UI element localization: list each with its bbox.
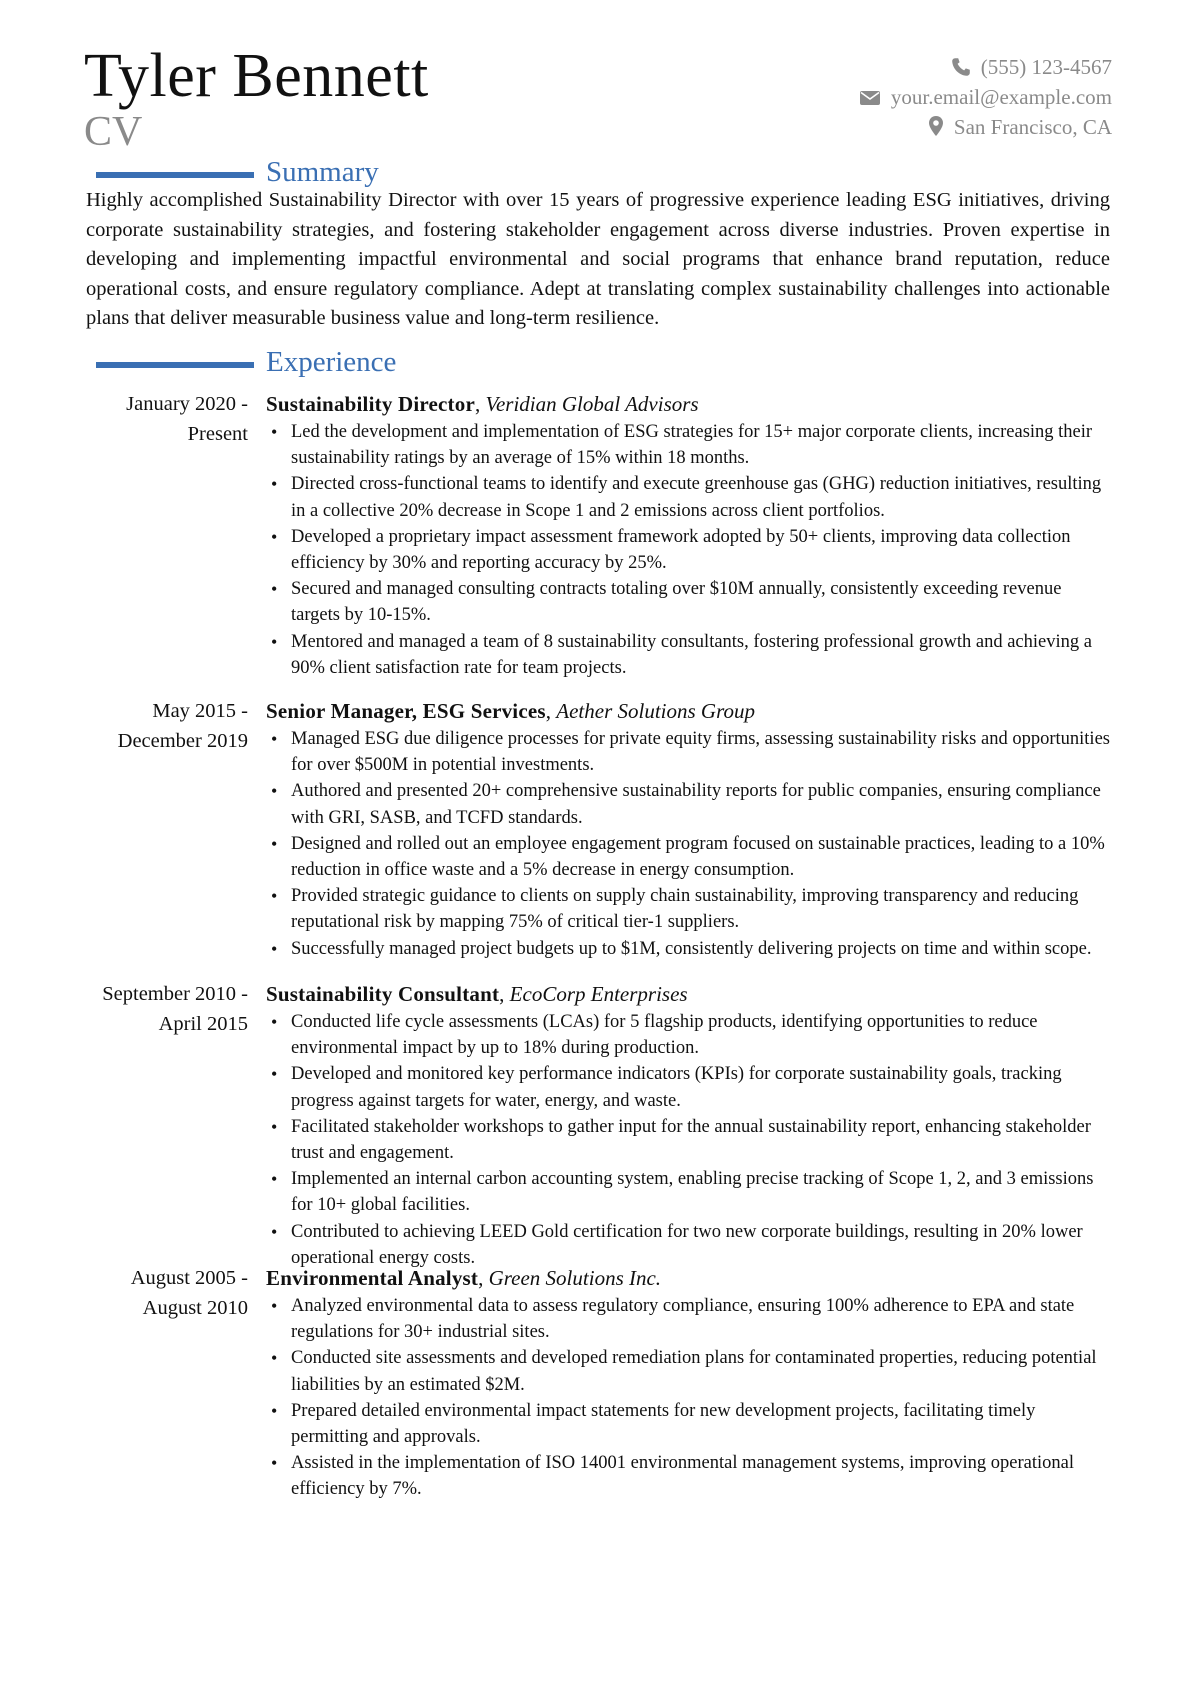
map-marker-icon (928, 115, 944, 137)
phone-icon (951, 57, 971, 77)
job-details (266, 980, 1112, 1271)
list-item: • Contributed to achieving LEED Gold certification for two new corporate buildings, resulting in 20% lower operational energy costs. (266, 1219, 1112, 1271)
list-item: • Led the development and implementation of ESG strategies for 15+ major corporate clients, increasing their sustainability ratings by an average of 15% within 18 months. (266, 419, 1112, 471)
envelope-icon (859, 89, 881, 107)
list-item: • Directed cross-functional teams to identify and execute greenhouse gas (GHG) reduction initiatives, resulting in a collective 20% decrease in Scope 1 and 2 emissions across client portfolios. (266, 471, 1112, 523)
summary-title: Summary (266, 156, 379, 188)
contact-phone[interactable] (859, 52, 1112, 82)
job-role: Environmental Analyst (266, 1266, 479, 1290)
experience-title: Experience (266, 346, 397, 378)
job-bullets (266, 419, 1112, 681)
document-subtitle: CV (84, 109, 143, 155)
list-item: • Designed and rolled out an employee engagement program focused on sustainable practices, leading to a 10% reduction in office waste and a 5% decrease in energy consumption. (266, 831, 1112, 883)
job-dates: August 2005 - August 2010 (130, 1267, 248, 1319)
job-heading: Senior Manager, ESG Services, Aether Solutions Group (266, 699, 755, 723)
list-item: • Managed ESG due diligence processes for private equity firms, assessing sustainability risks and opportunities for over $500M in potential investments. (266, 726, 1112, 778)
list-item: • Authored and presented 20+ comprehensive sustainability reports for public companies, ensuring compliance with GRI, SASB, and TCFD standards. (266, 778, 1112, 830)
job-company: Green Solutions Inc. (488, 1266, 662, 1290)
job-heading: Sustainability Consultant, EcoCorp Enterprises (266, 982, 688, 1006)
location-text: San Francisco, CA (953, 115, 1112, 139)
list-item: • Analyzed environmental data to assess regulatory compliance, ensuring 100% adherence to EPA and state regulations for 30+ industrial sites. (266, 1293, 1112, 1345)
section-accent-bar (96, 362, 254, 368)
job-heading: Environmental Analyst, Green Solutions Inc. (266, 1266, 662, 1290)
list-item: • Developed and monitored key performance indicators (KPIs) for corporate sustainability goals, tracking progress against targets for water, energy, and waste. (266, 1061, 1112, 1113)
list-item: • Conducted life cycle assessments (LCAs) for 5 flagship products, identifying opportunities to reduce environmental impact by up to 18% during production. (266, 1009, 1112, 1061)
contact-info (859, 52, 1112, 142)
job-details (266, 697, 1112, 962)
list-item: • Developed a proprietary impact assessment framework adopted by 50+ clients, improving data collection efficiency by 30% and reporting accuracy by 25%. (266, 524, 1112, 576)
job-company: Aether Solutions Group (556, 699, 755, 723)
list-item: • Facilitated stakeholder workshops to gather input for the annual sustainability report, enhancing stakeholder trust and engagement. (266, 1114, 1112, 1166)
summary-section-heading (96, 154, 1096, 190)
job-heading: Sustainability Director, Veridian Global Advisors (266, 392, 699, 416)
job-role: Sustainability Consultant (266, 982, 500, 1006)
email-address: your.email@example.com (890, 85, 1112, 109)
job-dates: May 2015 - December 2019 (117, 700, 248, 752)
list-item: • Prepared detailed environmental impact statements for new development projects, facilitating timely permitting and approvals. (266, 1398, 1112, 1450)
job-dates: January 2020 - Present (126, 393, 248, 445)
job-role: Senior Manager, ESG Services (266, 699, 546, 723)
list-item: • Conducted site assessments and developed remediation plans for contaminated properties, reducing potential liabilities by an estimated $2M. (266, 1345, 1112, 1397)
contact-email[interactable] (859, 82, 1112, 112)
job-role: Sustainability Director (266, 392, 475, 416)
list-item: • Implemented an internal carbon accounting system, enabling precise tracking of Scope 1, 2, and 3 emissions for 10+ global facilities. (266, 1166, 1112, 1218)
contact-location (859, 112, 1112, 142)
experience-section-heading (96, 344, 1096, 380)
list-item: • Secured and managed consulting contracts totaling over $10M annually, consistently exceeding revenue targets by 10-15%. (266, 576, 1112, 628)
job-details (266, 390, 1112, 681)
list-item: • Assisted in the implementation of ISO 14001 environmental management systems, improving operational efficiency by 7%. (266, 1450, 1112, 1502)
job-company: Veridian Global Advisors (485, 392, 699, 416)
candidate-name: Tyler Bennett (84, 42, 429, 110)
job-bullets (266, 1293, 1112, 1503)
list-item: • Provided strategic guidance to clients on supply chain sustainability, improving transparency and reducing reputational risk by mapping 75% of critical tier-1 suppliers. (266, 883, 1112, 935)
job-details (266, 1264, 1112, 1503)
list-item: • Mentored and managed a team of 8 sustainability consultants, fostering professional growth and achieving a 90% client satisfaction rate for team projects. (266, 629, 1112, 681)
job-bullets (266, 726, 1112, 962)
summary-text: Highly accomplished Sustainability Director with over 15 years of progressive experience leading ESG initiatives, driving corporate sustainability strategies, and fostering stakeholder engagement across diverse industries. Proven expertise in developing and implementing impactful environmental and social programs that enhance brand reputation, reduce operational costs, and ensure regulatory compliance. Adept at translating complex sustainability challenges into actionable plans that deliver measurable business value and long-term resilience. (86, 189, 1110, 329)
job-bullets (266, 1009, 1112, 1271)
section-accent-bar (96, 172, 254, 178)
phone-number: (555) 123-4567 (980, 55, 1112, 79)
job-company: EcoCorp Enterprises (509, 982, 688, 1006)
list-item: • Successfully managed project budgets up to $1M, consistently delivering projects on time and within scope. (266, 936, 1112, 962)
job-dates: September 2010 - April 2015 (102, 983, 248, 1035)
